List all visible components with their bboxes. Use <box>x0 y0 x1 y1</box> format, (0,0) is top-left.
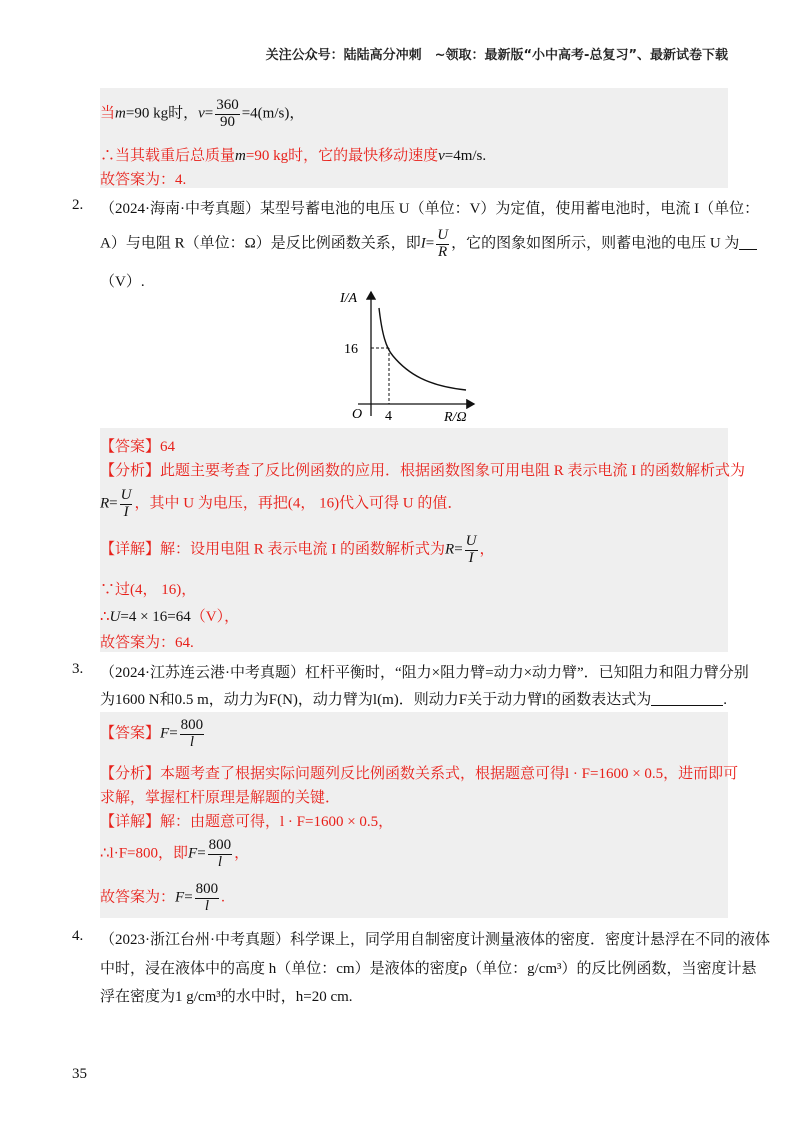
fraction: $\frac{800}{l}$ <box>208 837 232 870</box>
q2-therefore: ∴U=4 × 16=64（V）， <box>100 609 240 625</box>
q4-text-line2: 中时，浸在液体中的高度 h（单位：cm）是液体的密度ρ（单位：g/cm³）的反比例函数，当密度计悬 <box>100 961 757 977</box>
q3-text-line1: （2024·江苏连云港·中考真题）杠杆平衡时，“阻力×阻力臂=动力×动力臂”．已知阻力和阻力臂分别 <box>100 665 749 681</box>
q2-text-line1: （2024·海南·中考真题）某型号蓄电池的电压 U（单位：V）为定值，使用蓄电池时，电流 I（单位： <box>100 201 760 217</box>
q2-analysis-line1: 【分析】此题主要考查了反比例函数的应用．根据函数图象可用电阻 R 表示电流 I 的函数解析式为 <box>100 463 746 479</box>
origin-label: O <box>352 407 363 422</box>
q3-analysis-line1: 【分析】本题考查了根据实际问题列反比例函数关系式，根据题意可得l · F=1600 × 0.5，进而即可 <box>100 766 739 782</box>
q2-text-line3: （V）. <box>100 274 145 290</box>
q3-text-line2: 为1600 N和0.5 m，动力为F(N)，动力臂为l(m)．则动力F关于动力臂l的函数表达式为 . <box>100 692 728 708</box>
q1-final-answer: 故答案为：4. <box>100 172 187 188</box>
inverse-function-graph <box>338 286 478 426</box>
q1-step-line: 当m=90 kg时，v= $\frac{360}{90}$ =4(m/s)， <box>100 97 305 130</box>
q3-answer: 【答案】F= $\frac{800}{l}$ <box>100 717 204 750</box>
question-number: 4. <box>72 928 84 944</box>
answer-blank <box>739 235 757 250</box>
q3-analysis-line2: 求解，掌握杠杆原理是解题的关键． <box>100 790 341 806</box>
q4-text-line3: 浮在密度为1 g/cm³的水中时，h=20 cm. <box>100 989 353 1005</box>
y-tick-label: 16 <box>344 342 358 357</box>
fraction: $\frac{800}{l}$ <box>180 717 204 750</box>
fraction: $\frac{U}{I}$ <box>465 533 477 566</box>
q2-text-line2: A）与电阻 R（单位：Ω）是反比例函数关系，即I= $\frac{U}{R}$ ，它的图象如图所示，则蓄电池的电压 U 为 <box>100 228 757 261</box>
q4-text-line1: （2023·浙江台州·中考真题）科学课上，同学用自制密度计测量液体的密度．密度计悬浮在不同的液体 <box>100 932 770 948</box>
q2-detail: 【详解】解：设用电阻 R 表示电流 I 的函数解析式为R= $\frac{U}{I}$ ， <box>100 533 495 566</box>
fraction: $\frac{U}{I}$ <box>120 487 132 520</box>
q3-detail: 【详解】解：由题意可得，l · F=1600 × 0.5， <box>100 814 394 830</box>
q3-final-answer: 故答案为：F= $\frac{800}{l}$ . <box>100 881 225 914</box>
fraction: $\frac{360}{90}$ <box>216 97 239 130</box>
q1-therefore-line: ∴当其载重后总质量m=90 kg时，它的最快移动速度v=4m/s. <box>100 148 487 164</box>
q3-solution <box>100 712 739 918</box>
q2-answer: 【答案】64 <box>100 439 176 455</box>
q3-step: ∴l·F=800，即F= $\frac{800}{l}$ ， <box>100 837 250 870</box>
q2-solution <box>100 428 746 652</box>
q1-solution-tail <box>100 88 728 188</box>
question-number: 2. <box>72 197 84 213</box>
x-tick-label: 4 <box>385 409 392 424</box>
page-number: 35 <box>72 1066 87 1082</box>
answer-blank <box>651 691 723 706</box>
page-header: 关注公众号：陆陆高分冲刺 ~领取：最新版“小中高考-总复习”、最新试卷下载 <box>265 48 728 63</box>
fraction: $\frac{U}{R}$ <box>437 227 449 260</box>
x-axis-label: R/Ω <box>444 410 467 425</box>
y-axis-label: I/A <box>340 291 358 306</box>
question-number: 3. <box>72 661 84 677</box>
q2-because: ∵过(4， 16)， <box>100 582 197 598</box>
inverse-curve <box>379 308 466 390</box>
q2-analysis-line2: R= $\frac{U}{I}$ ，其中 U 为电压，再把(4， 16)代入可得 U 的值． <box>100 487 463 520</box>
fraction: $\frac{800}{l}$ <box>195 881 219 914</box>
q2-final-answer: 故答案为：64. <box>100 635 194 651</box>
